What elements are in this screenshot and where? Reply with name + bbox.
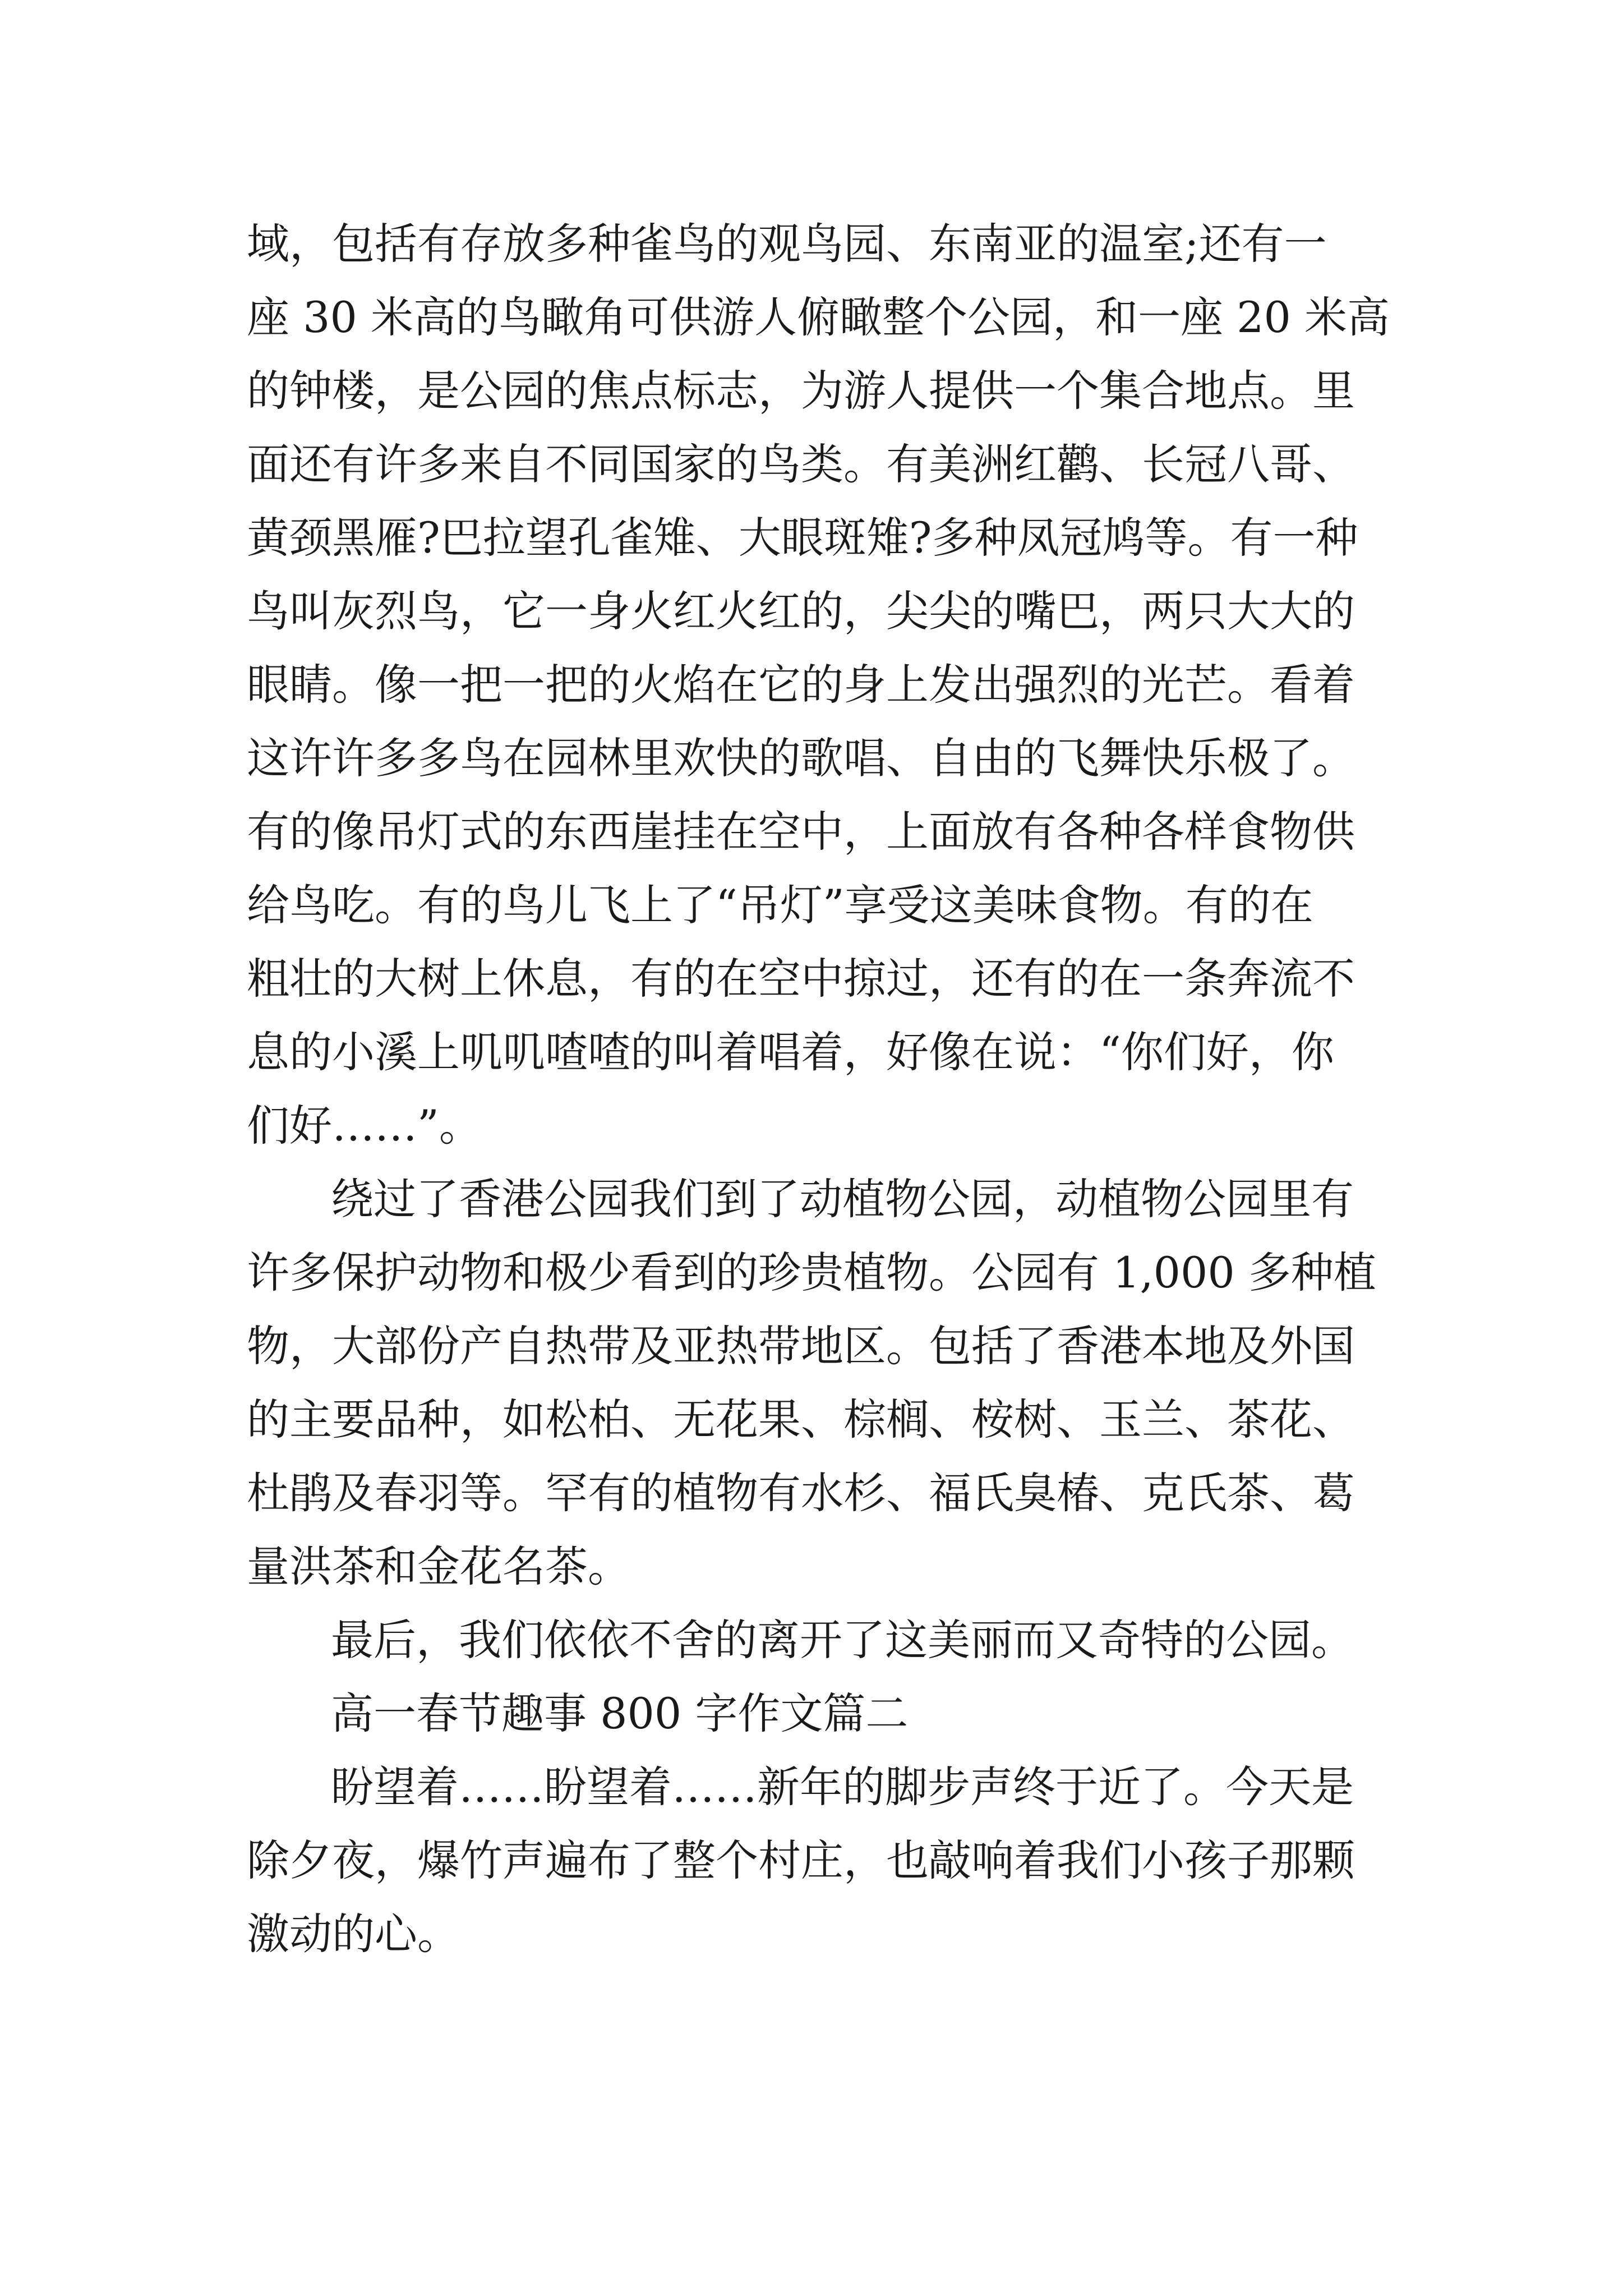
text-line: 黄颈黑雁?巴拉望孔雀雉、大眼斑雉?多种凤冠鸠等。有一种 bbox=[247, 513, 1358, 563]
text-line: 的主要品种，如松柏、无花果、棕榈、桉树、玉兰、茶花、 bbox=[247, 1395, 1355, 1444]
text-line: 粗壮的大树上休息，有的在空中掠过，还有的在一条奔流不 bbox=[247, 954, 1355, 1004]
text-line: 激动的心。 bbox=[247, 1909, 460, 1959]
paragraph-first-line: 最后，我们依依不舍的离开了这美丽而又奇特的公园。 bbox=[331, 1615, 1354, 1665]
text-line: 许多保护动物和极少看到的珍贵植物。公园有 1,000 多种植 bbox=[247, 1248, 1376, 1297]
text-line: 鸟叫灰烈鸟，它一身火红火红的，尖尖的嘴巴，两只大大的 bbox=[247, 586, 1355, 636]
text-line: 域，包括有存放多种雀鸟的观鸟园、东南亚的温室;还有一 bbox=[247, 219, 1327, 269]
text-line: 们好……”。 bbox=[247, 1101, 482, 1151]
text-line: 物，大部份产自热带及亚热带地区。包括了香港本地及外国 bbox=[247, 1321, 1355, 1371]
paragraph-first-line: 盼望着……盼望着……新年的脚步声终于近了。今天是 bbox=[331, 1762, 1354, 1812]
text-line: 息的小溪上叽叽喳喳的叫着唱着，好像在说：“你们好，你 bbox=[247, 1027, 1334, 1077]
text-line: 的钟楼，是公园的焦点标志，为游人提供一个集合地点。里 bbox=[247, 366, 1355, 416]
text-line: 杜鹃及春羽等。罕有的植物有水杉、福氏臭椿、克氏茶、葛 bbox=[247, 1468, 1355, 1518]
section-heading: 高一春节趣事 800 字作文篇二 bbox=[331, 1688, 909, 1738]
text-line: 面还有许多来自不同国家的鸟类。有美洲红鹳、长冠八哥、 bbox=[247, 439, 1355, 489]
text-line: 给鸟吃。有的鸟儿飞上了“吊灯”享受这美味食物。有的在 bbox=[247, 880, 1313, 930]
text-line: 有的像吊灯式的东西崖挂在空中，上面放有各种各样食物供 bbox=[247, 807, 1355, 857]
text-line: 座 30 米高的鸟瞰角可供游人俯瞰整个公园，和一座 20 米高 bbox=[247, 292, 1390, 342]
text-line: 量洪茶和金花名茶。 bbox=[247, 1542, 630, 1591]
text-line: 眼睛。像一把一把的火焰在它的身上发出强烈的光芒。看着 bbox=[247, 660, 1355, 710]
paragraph-first-line: 绕过了香港公园我们到了动植物公园，动植物公园里有 bbox=[331, 1174, 1354, 1224]
text-line: 除夕夜，爆竹声遍布了整个村庄，也敲响着我们小孩子那颗 bbox=[247, 1835, 1355, 1885]
text-line: 这许许多多鸟在园林里欢快的歌唱、自由的飞舞快乐极了。 bbox=[247, 733, 1355, 783]
